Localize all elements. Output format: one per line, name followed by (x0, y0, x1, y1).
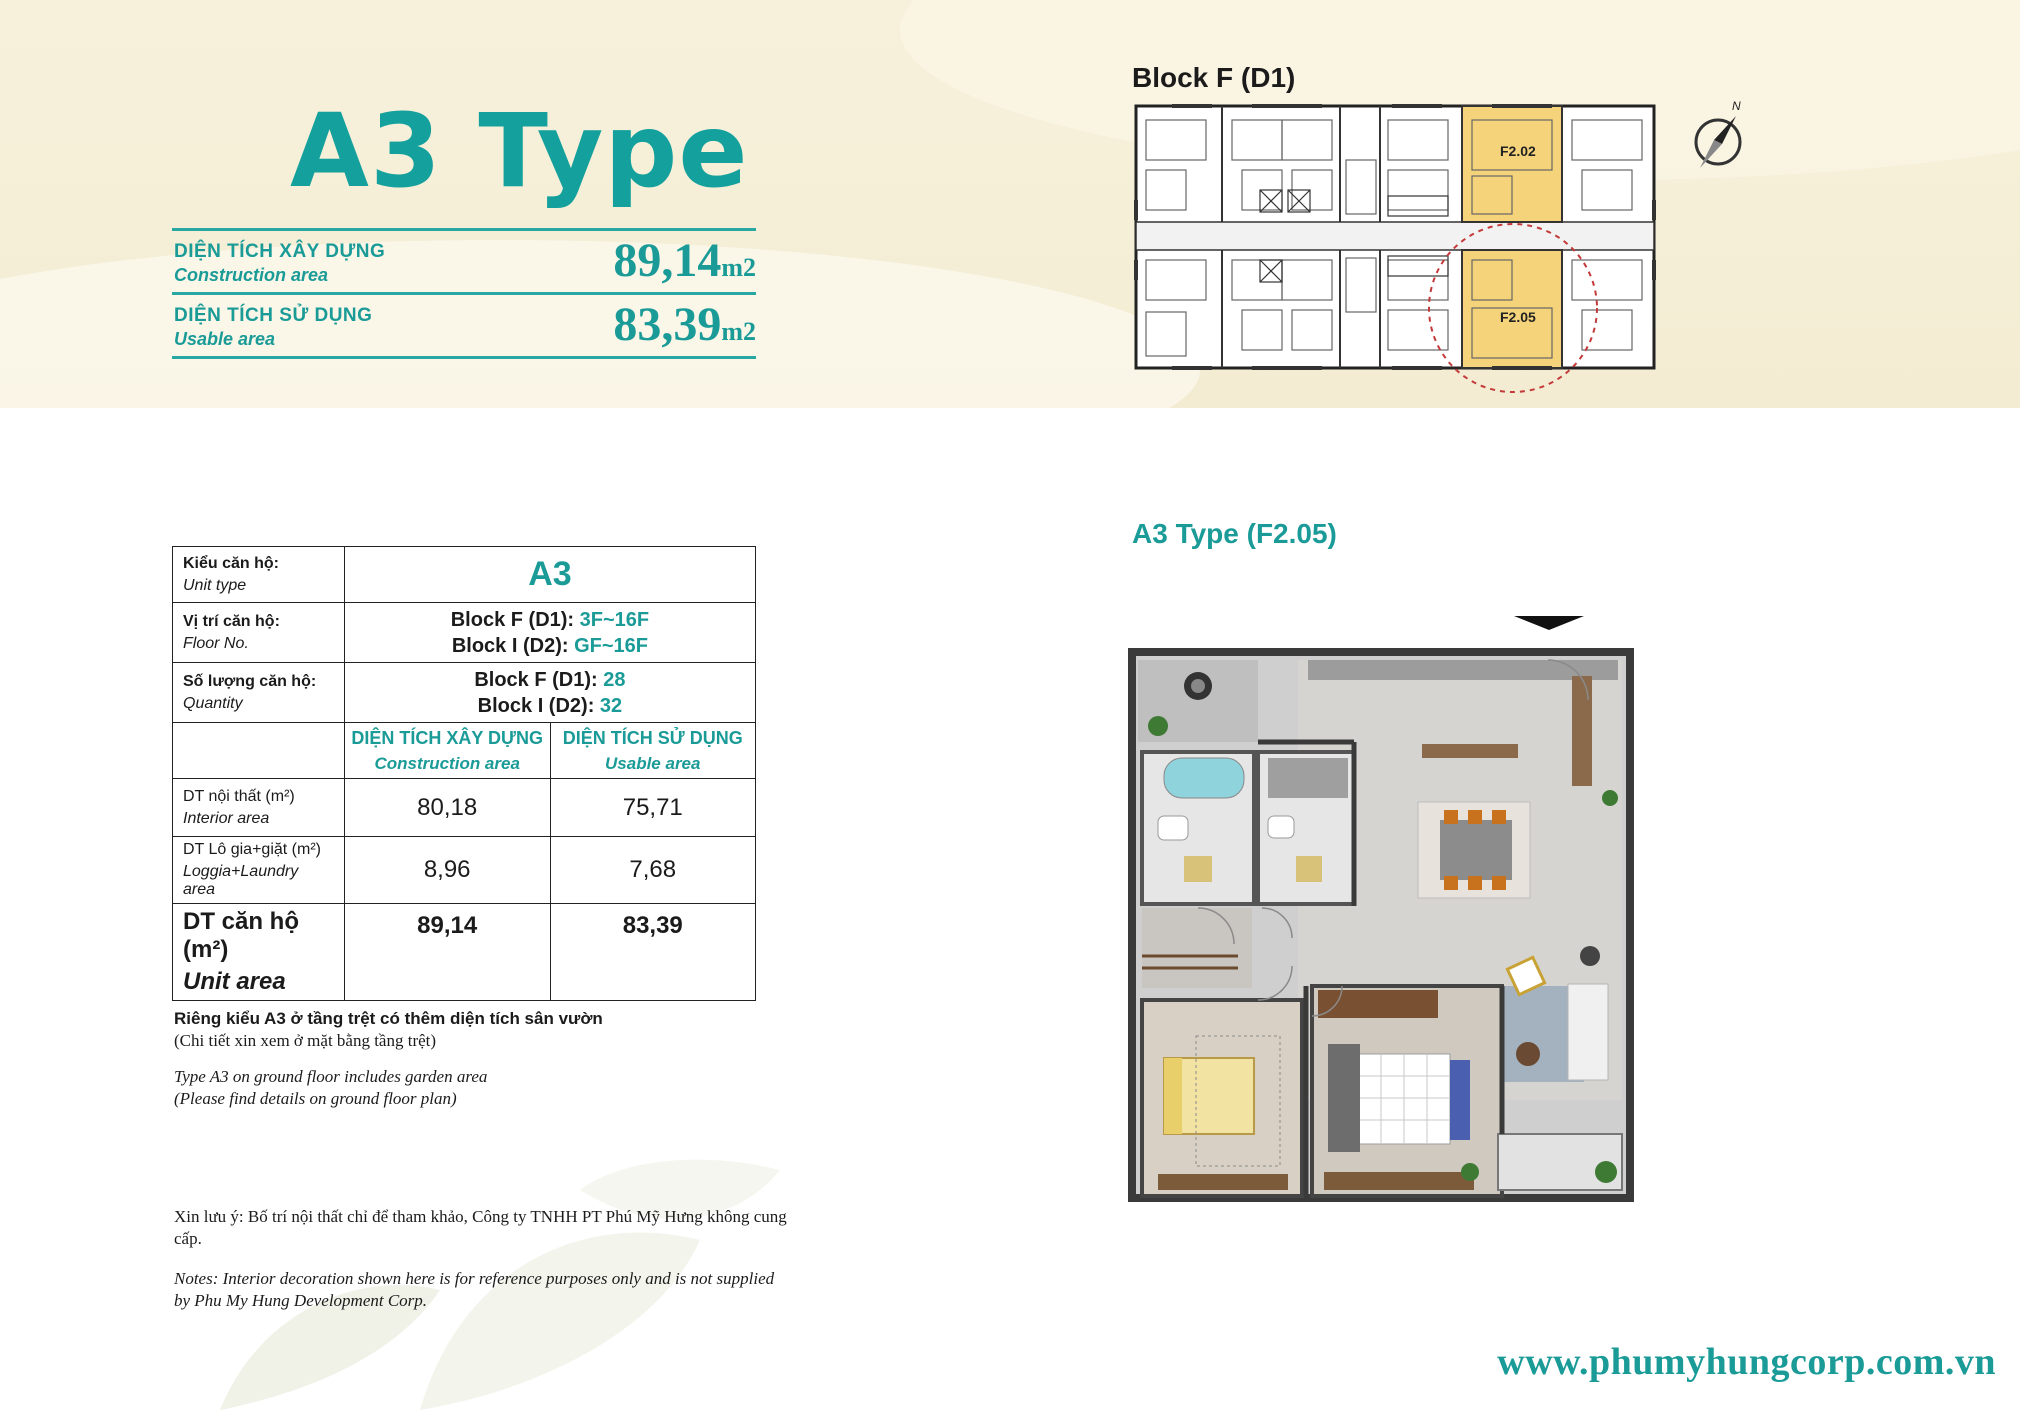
block-floor-plan (1132, 100, 1662, 396)
loggia-label-vi: DT Lô gia+giặt (m²) (183, 841, 321, 858)
table-row-loggia (173, 837, 756, 904)
entrance-arrow-icon (1514, 616, 1584, 630)
loggia-usable-value: 7,68 (550, 837, 756, 904)
interior-usable-value: 75,71 (550, 779, 756, 837)
unit-label-f202: F2.02 (1500, 143, 1536, 159)
unit-floor-plan (1128, 606, 1648, 1216)
disclaimer-note (174, 1206, 794, 1312)
divider (172, 356, 756, 359)
garden-note-en-2: (Please find details on ground floor plan) (174, 1089, 457, 1108)
garden-note-vi-2: (Chi tiết xin xem ở mặt bằng tầng trệt) (174, 1031, 437, 1050)
usable-area-row (172, 292, 756, 357)
col-header-construction: DIỆN TÍCH XÂY DỰNG Construction area (344, 723, 550, 779)
unit-type-label-en: Unit type (183, 576, 247, 594)
interior-label-vi: DT nội thất (m²) (183, 787, 295, 805)
total-label-en: Unit area (183, 968, 286, 995)
unit-type-value: A3 (344, 547, 755, 603)
table-row-interior (173, 779, 756, 837)
garden-note-vi-1: Riêng kiểu A3 ở tầng trệt có thêm diện tích sân vườn (174, 1009, 603, 1028)
construction-area-value: 89,14m2 (613, 234, 756, 287)
floor-label-en: Floor No. (183, 634, 249, 652)
loggia-label-en: Loggia+Laundry area (183, 863, 299, 898)
floor-value: Block F (D1): 3F~16F Block I (D2): GF~16F (344, 603, 755, 663)
construction-area-row (172, 228, 756, 293)
unit-plan-title: A3 Type (F2.05) (1132, 518, 1337, 549)
table-row-floor (173, 603, 756, 663)
unit-type-label-vi: Kiểu căn hộ: (183, 554, 280, 572)
unit-label-f205: F2.05 (1500, 309, 1536, 325)
construction-area-label-vi: DIỆN TÍCH XÂY DỰNG (174, 241, 386, 262)
disclaimer-vi: Xin lưu ý: Bố trí nội thất chỉ để tham khảo, Công ty TNHH PT Phú Mỹ Hưng không cung cấp. (174, 1207, 787, 1248)
usable-area-value: 83,39m2 (613, 298, 756, 351)
table-header-row (173, 723, 756, 779)
usable-area-label-en: Usable area (174, 329, 276, 349)
total-construction-value: 89,14 (344, 904, 550, 1001)
table-row-total (173, 904, 756, 1001)
garden-note-en-1: Type A3 on ground floor includes garden area (174, 1067, 488, 1086)
quantity-label-en: Quantity (183, 694, 243, 712)
compass-icon (1688, 98, 1752, 178)
total-usable-value: 83,39 (550, 904, 756, 1001)
unit-spec-table (172, 546, 756, 1001)
compass-north-label: N (1732, 99, 1741, 113)
block-plan-title: Block F (D1) (1132, 62, 1296, 93)
quantity-value: Block F (D1): 28 Block I (D2): 32 (344, 663, 755, 723)
website-url[interactable]: www.phumyhungcorp.com.vn (1497, 1341, 1996, 1383)
table-row-unit-type (173, 547, 756, 603)
table-row-quantity (173, 663, 756, 723)
usable-area-label-vi: DIỆN TÍCH SỬ DỤNG (174, 305, 373, 326)
page-title: A3 Type (290, 92, 749, 211)
disclaimer-en: Notes: Interior decoration shown here is for reference purposes only and is not supplied by Phu My Hung Development Corp. (174, 1269, 775, 1310)
interior-label-en: Interior area (183, 809, 270, 827)
floor-label-vi: Vị trí căn hộ: (183, 612, 280, 630)
interior-construction-value: 80,18 (344, 779, 550, 837)
quantity-label-vi: Số lượng căn hộ: (183, 672, 317, 690)
construction-area-label-en: Construction area (174, 265, 329, 285)
col-header-usable: DIỆN TÍCH SỬ DỤNG Usable area (550, 723, 756, 779)
garden-note (174, 1008, 603, 1110)
total-label-vi: DT căn hộ (m²) (183, 908, 300, 963)
loggia-construction-value: 8,96 (344, 837, 550, 904)
